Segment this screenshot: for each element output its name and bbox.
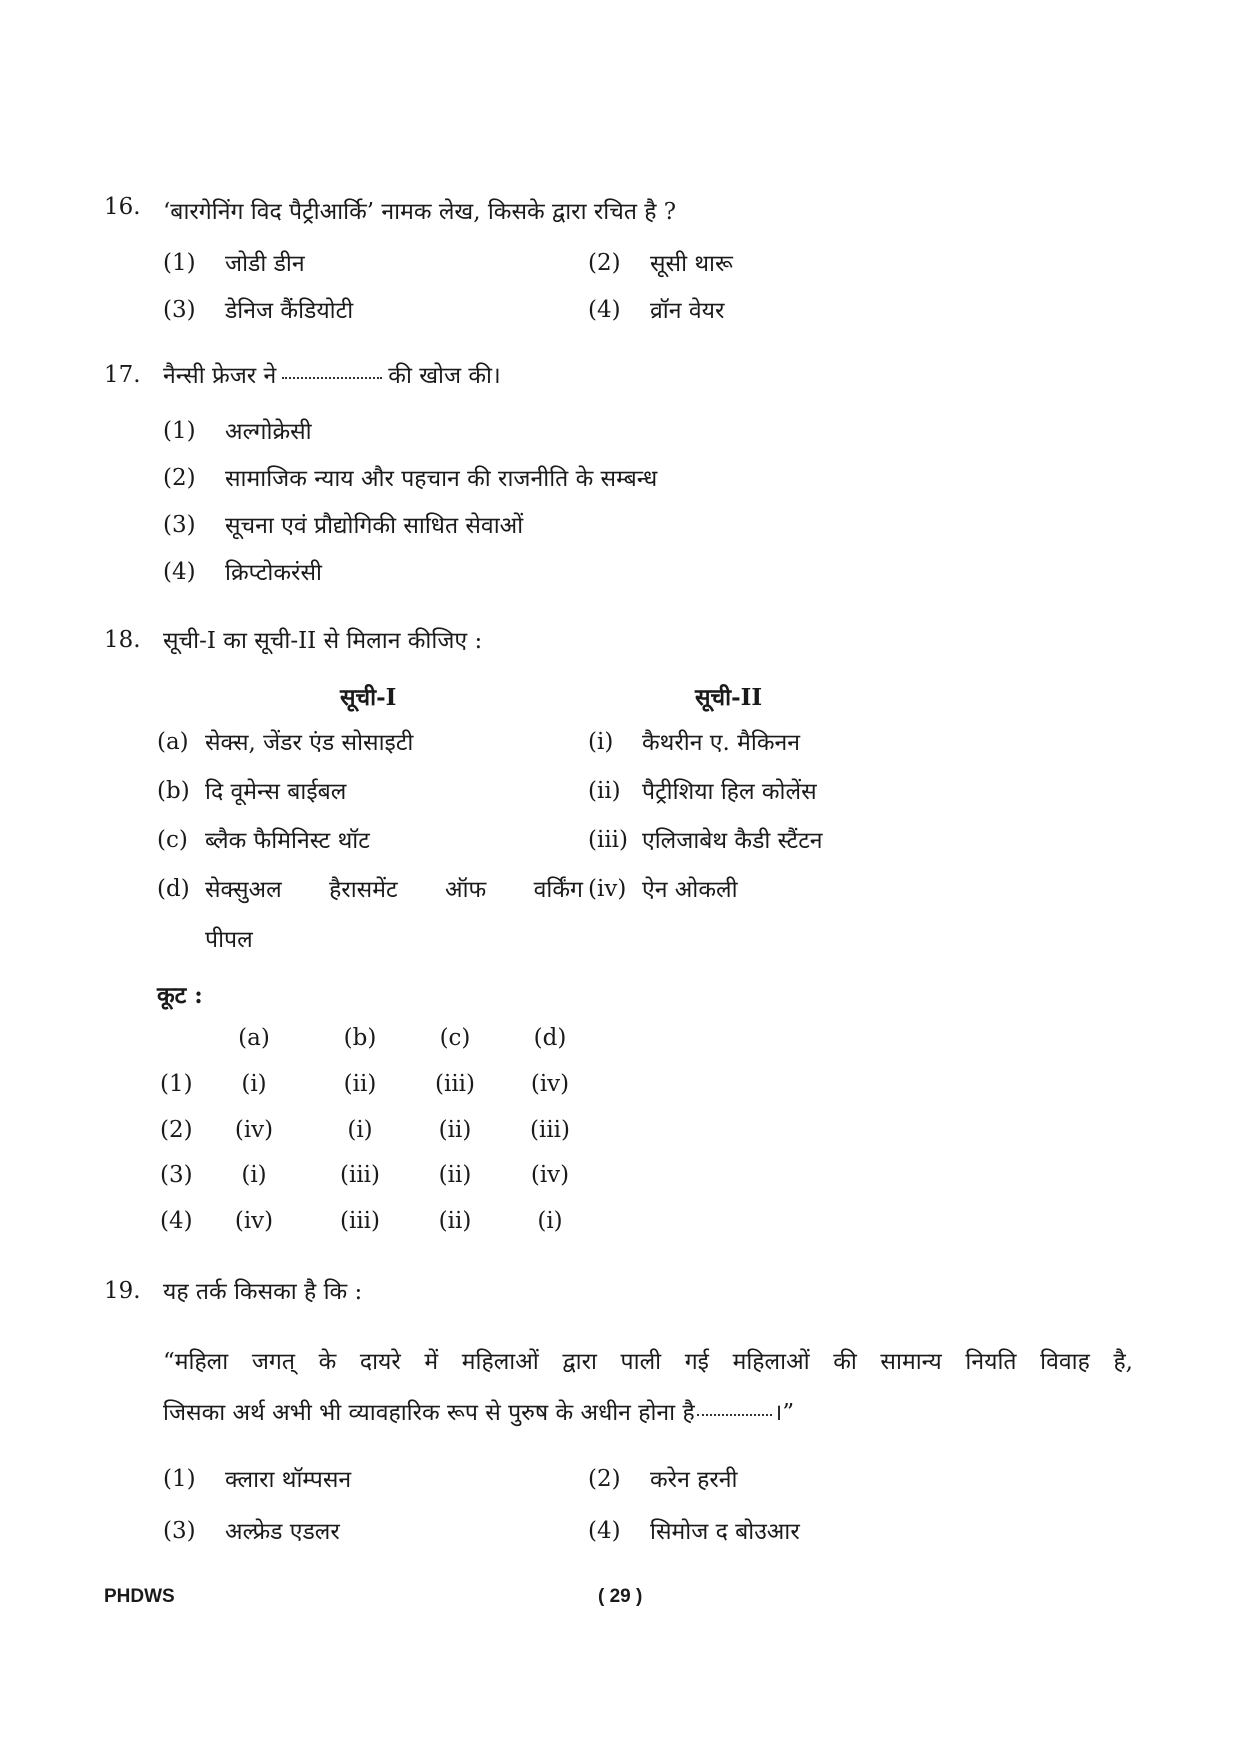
option-text: क्रिप्टोकरंसी: [225, 560, 322, 586]
kut-cell: (i): [537, 1208, 563, 1234]
option-text: अल्फ्रेड एडलर: [225, 1519, 340, 1545]
kut-header: (d): [533, 1025, 567, 1051]
kut-header: (a): [238, 1025, 270, 1051]
list1-text: सेक्स, जेंडर एंड सोसाइटी: [205, 730, 414, 756]
option-number: (4): [163, 559, 196, 585]
kut-cell: (iv): [234, 1208, 274, 1234]
kut-label: कूट :: [157, 982, 203, 1009]
kut-cell: (iv): [234, 1117, 274, 1143]
question-text: [163, 358, 501, 390]
option-number: (2): [588, 250, 621, 276]
question-text: सूची-I का सूची-II से मिलान कीजिए :: [163, 628, 483, 654]
list2-label: (ii): [588, 778, 621, 804]
list2-text: पैट्रीशिया हिल कोलेंस: [642, 779, 817, 805]
list1-text: दि वूमेन्स बाईबल: [205, 779, 347, 805]
kut-cell: (i): [241, 1071, 267, 1097]
option-number: (4): [588, 1518, 621, 1544]
option-number: (3): [163, 512, 196, 538]
list2-text: एलिजाबेथ कैडी स्टैंटन: [642, 828, 823, 854]
kut-cell: (ii): [438, 1208, 472, 1234]
page-number: ( 29 ): [598, 1586, 643, 1607]
list2-text: कैथरीन ए. मैकिनन: [642, 730, 801, 756]
question-number: 16.: [104, 194, 141, 220]
list1-label: (c): [157, 827, 188, 853]
kut-cell: (iii): [529, 1117, 570, 1143]
option-text: क्लारा थॉम्पसन: [225, 1467, 352, 1493]
list1-label: (d): [157, 876, 190, 902]
option-number: (1): [163, 418, 196, 444]
question-text-part: की खोज की।: [388, 363, 501, 389]
option-text: सूसी थारू: [650, 251, 733, 277]
question-text: ‘बारगेनिंग विद पैट्रीआर्कि’ नामक लेख, किसके द्वारा रचित है ?: [163, 199, 677, 225]
question-number: 19.: [104, 1278, 141, 1304]
quote-text: जिसका अर्थ अभी भी व्यावहारिक रूप से पुरुष के अधीन होना है: [163, 1400, 695, 1426]
blank-line: [697, 1413, 772, 1416]
kut-header: (b): [343, 1025, 377, 1051]
kut-row-number: (4): [160, 1208, 193, 1234]
quote-line: [163, 1395, 794, 1427]
kut-cell: (ii): [343, 1071, 377, 1097]
kut-cell: (iii): [434, 1071, 475, 1097]
kut-header: (c): [439, 1025, 471, 1051]
paper-code: PHDWS: [104, 1586, 175, 1607]
option-text: अल्गोक्रेसी: [225, 419, 312, 445]
list2-label: (iv): [588, 876, 627, 902]
list1-header: सूची-I: [340, 684, 397, 711]
kut-row-number: (3): [160, 1162, 193, 1188]
list1-text: सेक्सुअल हैरासमेंट ऑफ वर्किंग: [205, 877, 583, 903]
option-number: (1): [163, 1466, 196, 1492]
list2-header: सूची-II: [695, 684, 763, 711]
option-text: करेन हरनी: [650, 1467, 738, 1493]
kut-cell: (iii): [339, 1208, 380, 1234]
kut-cell: (ii): [438, 1162, 472, 1188]
option-text: सूचना एवं प्रौद्योगिकी साधित सेवाओं: [225, 513, 524, 539]
question-text-part: नैन्सी फ्रेजर ने: [163, 363, 277, 389]
list2-label: (iii): [588, 827, 629, 853]
option-text: डेनिज कैंडियोटी: [225, 298, 354, 324]
option-text: जोडी डीन: [225, 251, 305, 277]
kut-cell: (iv): [530, 1162, 570, 1188]
kut-cell: (iv): [530, 1071, 570, 1097]
list1-text: ब्लैक फैमिनिस्ट थॉट: [205, 828, 370, 854]
quote-line: “महिला जगत् के दायरे में महिलाओं द्वारा पाली गई महिलाओं की सामान्य नियति विवाह है,: [163, 1349, 1133, 1375]
kut-cell: (i): [347, 1117, 373, 1143]
option-text: सिमोज द बोउआर: [650, 1519, 800, 1545]
kut-cell: (i): [241, 1162, 267, 1188]
question-text: यह तर्क किसका है कि :: [163, 1279, 363, 1305]
option-text: व्रॉन वेयर: [650, 298, 725, 324]
kut-cell: (iii): [339, 1162, 380, 1188]
kut-row-number: (1): [160, 1071, 193, 1097]
option-number: (1): [163, 250, 196, 276]
option-number: (3): [163, 297, 196, 323]
kut-row-number: (2): [160, 1117, 193, 1143]
kut-cell: (ii): [438, 1117, 472, 1143]
option-number: (2): [163, 465, 196, 491]
question-number: 17.: [104, 362, 141, 388]
list2-text: ऐन ओकली: [642, 877, 738, 903]
option-text: सामाजिक न्याय और पहचान की राजनीति के सम्बन्ध: [225, 466, 658, 492]
list1-label: (b): [157, 778, 190, 804]
quote-end: ।”: [773, 1400, 795, 1426]
option-number: (4): [588, 297, 621, 323]
option-number: (2): [588, 1466, 621, 1492]
list1-label: (a): [157, 729, 189, 755]
blank-line: [282, 376, 382, 379]
option-number: (3): [163, 1518, 196, 1544]
list2-label: (i): [588, 729, 614, 755]
question-number: 18.: [104, 627, 141, 653]
list1-text-continued: पीपल: [205, 927, 253, 953]
